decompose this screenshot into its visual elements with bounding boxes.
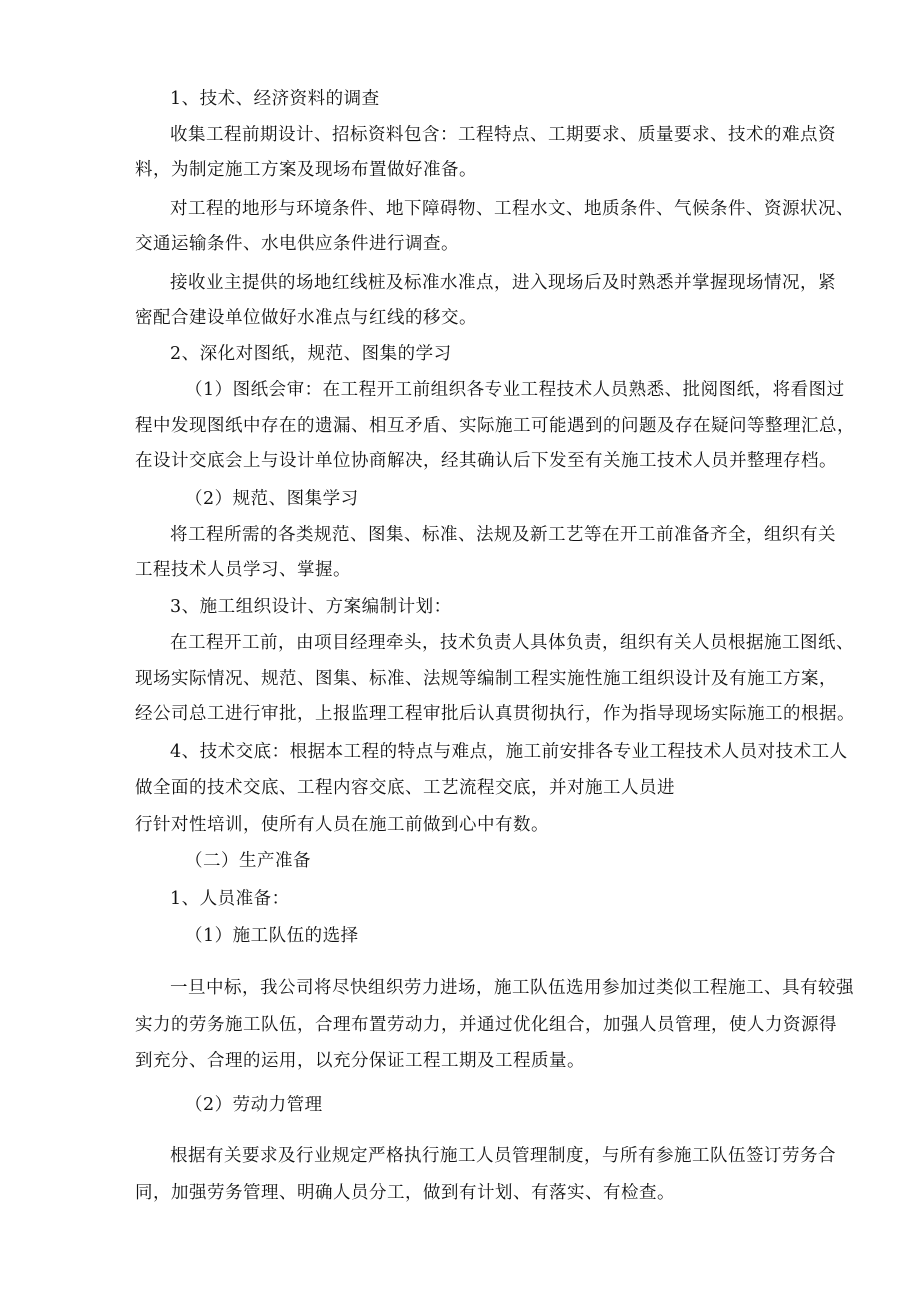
- paragraph-line: 工程技术人员学习、掌握。: [135, 560, 351, 580]
- paragraph-line: 现场实际情况、规范、图集、标准、法规等编制工程实施性施工组织设计及有施工方案，: [135, 669, 837, 689]
- paragraph-line: 将工程所需的各类规范、图集、标准、法规及新工艺等在开工前准备齐全，组织有关: [170, 525, 836, 545]
- heading-2: 2、深化对图纸，规范、图集的学习: [170, 344, 452, 364]
- heading-3: 3、施工组织设计、方案编制计划：: [170, 597, 452, 617]
- paragraph-line: 对工程的地形与环境条件、地下障碍物、工程水文、地质条件、气候条件、资源状况、: [170, 199, 854, 219]
- paragraph-line: 在设计交底会上与设计单位协商解决，经其确认后下发至有关施工技术人员并整理存档。: [135, 451, 837, 471]
- heading-4: 4、技术交底：根据本工程的特点与难点，施工前安排各专业工程技术人员对技术工人: [170, 742, 848, 762]
- heading-5: 1、人员准备：: [170, 889, 290, 909]
- paragraph-line: 交通运输条件、水电供应条件进行调查。: [135, 234, 459, 254]
- paragraph-line: 密配合建设单位做好水准点与红线的移交。: [135, 308, 477, 328]
- paragraph-line: 到充分、合理的运用，以充分保证工程工期及工程质量。: [135, 1051, 585, 1071]
- subheading: （2）规范、图集学习: [185, 489, 359, 509]
- paragraph-line: 一旦中标，我公司将尽快组织劳力进场，施工队伍选用参加过类似工程施工、具有较强: [170, 978, 854, 998]
- paragraph-line: 经公司总工进行审批，上报监理工程审批后认真贯彻执行，作为指导现场实际施工的根据。: [135, 704, 855, 724]
- subheading: （2）劳动力管理: [185, 1095, 323, 1115]
- paragraph-line: 同，加强劳务管理、明确人员分工，做到有计划、有落实、有检查。: [135, 1183, 675, 1203]
- subheading: （1）施工队伍的选择: [185, 926, 359, 946]
- paragraph-line: 在工程开工前，由项目经理牵头，技术负责人具体负责，组织有关人员根据施工图纸、: [170, 633, 854, 653]
- paragraph-line: 接收业主提供的场地红线桩及标准水准点，进入现场后及时熟悉并掌握现场情况，紧: [170, 273, 836, 293]
- paragraph-line: 实力的劳务施工队伍，合理布置劳动力，并通过优化组合，加强人员管理，使人力资源得: [135, 1015, 837, 1035]
- paragraph-line: 做全面的技术交底、工程内容交底、工艺流程交底，并对施工人员进: [135, 778, 675, 798]
- paragraph-line: 行针对性培训，使所有人员在施工前做到心中有数。: [135, 815, 549, 835]
- heading-1: 1、技术、经济资料的调查: [170, 89, 380, 109]
- paragraph-line: （1）图纸会审：在工程开工前组织各专业工程技术人员熟悉、批阅图纸，将看图过: [185, 380, 845, 400]
- paragraph-line: 收集工程前期设计、招标资料包含：工程特点、工期要求、质量要求、技术的难点资: [170, 125, 836, 145]
- paragraph-line: 程中发现图纸中存在的遗漏、相互矛盾、实际施工可能遇到的问题及存在疑问等整理汇总，: [135, 416, 855, 436]
- paragraph-line: 根据有关要求及行业规定严格执行施工人员管理制度，与所有参施工队伍签订劳务合: [170, 1146, 836, 1166]
- paragraph-line: 料，为制定施工方案及现场布置做好准备。: [135, 160, 477, 180]
- section-heading: （二）生产准备: [185, 851, 311, 871]
